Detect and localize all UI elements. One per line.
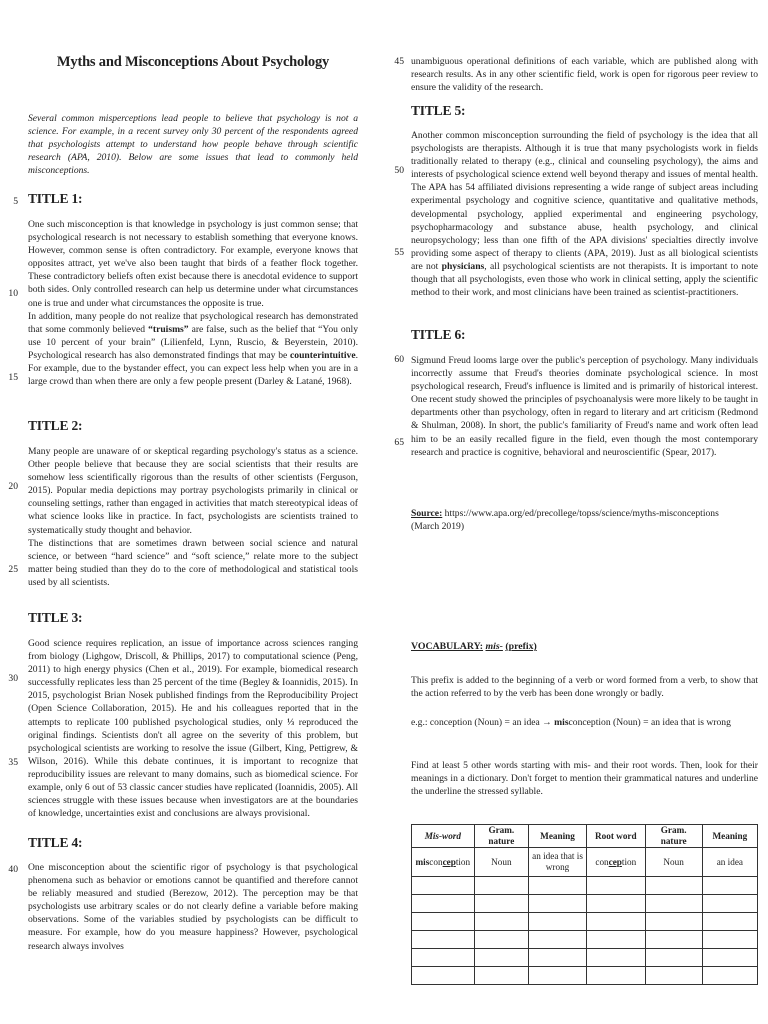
table-cell[interactable] bbox=[587, 949, 646, 967]
section-5-body bbox=[411, 129, 758, 299]
line-number: 30 bbox=[8, 673, 18, 684]
section-2-paragraph-1: Many people are unaware of or skeptical regarding psychology's status as a science. Other people believe that because they are social scientists that their results are somehow less scientifically rigorous than the results of other scientists (Ferguson, 2015). Popular media depictions may portray psychologists primarily in clinical or counseling settings, rather than engaged in activities that match stereotypical ideas of what science looks like in practice. In fact, psychologists are scientists trained to systematically study thought and behavior. bbox=[28, 446, 358, 536]
table-cell bbox=[412, 848, 475, 877]
text-run: e.g.: conception (Noun) = an idea bbox=[411, 717, 543, 728]
table-cell[interactable] bbox=[529, 931, 587, 949]
text-run: tion bbox=[455, 856, 471, 867]
header-label: Mis-word bbox=[424, 830, 461, 841]
stressed-syllable: cep bbox=[442, 856, 456, 867]
column-header bbox=[412, 825, 475, 848]
column-header: Meaning bbox=[529, 825, 587, 848]
table-cell[interactable] bbox=[412, 913, 475, 931]
table-cell[interactable] bbox=[412, 931, 475, 949]
table-cell: Noun bbox=[645, 848, 702, 877]
table-row bbox=[412, 949, 758, 967]
section-2-paragraph-2: The distinctions that are sometimes drawn between social science and natural science, or between “hard science” and “soft science,” relate more to the subject matter being studied than they do to the core of methodological and statistical tools used by all scientists. bbox=[28, 537, 358, 588]
source-label: Source: bbox=[411, 508, 443, 519]
vocabulary-heading bbox=[411, 641, 537, 652]
table-cell[interactable] bbox=[702, 967, 757, 985]
table-cell[interactable] bbox=[474, 949, 528, 967]
table-cell[interactable] bbox=[645, 967, 702, 985]
bold-prefix: mis bbox=[554, 717, 569, 728]
section-2-body bbox=[28, 445, 358, 589]
vocabulary-prefix: mis- bbox=[485, 641, 503, 652]
section-3-body bbox=[28, 637, 358, 820]
table-cell[interactable] bbox=[412, 895, 475, 913]
table-cell[interactable] bbox=[529, 877, 587, 895]
document-title: Myths and Misconceptions About Psychology bbox=[56, 54, 330, 70]
text-run: . For example, due to the bystander effect, you can expect less help when you are in a large crowd than when there are only a few people present (Darley & Latané, 1968). bbox=[28, 349, 358, 388]
table-cell[interactable] bbox=[474, 877, 528, 895]
table-cell[interactable] bbox=[702, 877, 757, 895]
table-cell[interactable] bbox=[587, 913, 646, 931]
text-run: mis bbox=[415, 856, 430, 867]
section-1-paragraph-1: One such misconception is that knowledge in psychology is just common sense; that psychological research is not necessary to establish something that everyone knows. However, common sense is often contradictory. For example, everyone knows that opposites attract, yet we've also been taught that birds of a feather flock together. These contradictory beliefs often exist because there is anecdotal evidence to support both sides. Only controlled research can help us determine under what circumstances one is true and under what circumstances the opposite is true. bbox=[28, 219, 358, 309]
line-number: 20 bbox=[8, 481, 18, 492]
source-url: https://www.apa.org/ed/precollege/topss/science/myths-misconceptions bbox=[442, 508, 719, 519]
table-row bbox=[412, 913, 758, 931]
section-6-paragraph-1: Sigmund Freud looms large over the public's perception of psychology. Many individuals incorrectly assume that Freud's theories dominate psychological science. In most psychological research, Freud's influence is limited and is primarily of historical interest. One recent study showed the principles of psychoanalysis were more likely to be taught in departments other than psychology, often in regard to literary and art criticism (Redmond & Shulman, 2008). In short, the public's familiarity of Freud's name and work often lead him to be an easily recalled figure in the field, even though the most contemporary research and practice is cognitive, behavioral and neuroscientific (Spear, 2017). bbox=[411, 355, 758, 458]
table-cell: Noun bbox=[474, 848, 528, 877]
table-cell[interactable] bbox=[702, 913, 757, 931]
table-cell[interactable] bbox=[645, 949, 702, 967]
bold-term: “truisms” bbox=[148, 323, 189, 335]
section-4-paragraph-continued: unambiguous operational definitions of each variable, which are published along with research results. As in any other scientific field, work is open for rigorous peer review to ensure the validity of the research. bbox=[411, 56, 758, 94]
section-title-3: TITLE 3: bbox=[28, 610, 83, 625]
table-cell[interactable] bbox=[412, 949, 475, 967]
line-number: 15 bbox=[8, 372, 18, 383]
table-cell[interactable] bbox=[702, 949, 757, 967]
section-title-6: TITLE 6: bbox=[411, 327, 466, 342]
vocabulary-example bbox=[411, 716, 758, 729]
table-cell[interactable] bbox=[529, 949, 587, 967]
section-4-paragraph-1: One misconception about the scientific rigor of psychology is that psychological phenomena such as behavior or emotions cannot be quantified and therefore cannot be reliably measured and studied (Berezow, 2012). The perception may be that psychologists use arbitrary scales or do not clearly define a variable before making observations. Some of the variables studied by psychologists can be difficult to measure. For example, how do you measure happiness? However, psychological research always involves bbox=[28, 862, 358, 952]
vocabulary-prefix-note: (prefix) bbox=[505, 641, 537, 652]
column-header: Meaning bbox=[702, 825, 757, 848]
source-citation bbox=[411, 508, 758, 533]
vocabulary-label: VOCABULARY: bbox=[411, 641, 484, 652]
source-date: (March 2019) bbox=[411, 520, 465, 532]
vocabulary-task: Find at least 5 other words starting with mis- and their root words. Then, look for their meanings in a dictionary. Don't forget to mention their grammatical natures and underline the underline the stressed syllable. bbox=[411, 760, 758, 798]
table-cell[interactable] bbox=[474, 913, 528, 931]
table-row bbox=[412, 931, 758, 949]
table-cell[interactable] bbox=[645, 913, 702, 931]
column-header: Root word bbox=[587, 825, 646, 848]
line-number: 5 bbox=[13, 196, 18, 207]
text-run: con bbox=[595, 856, 609, 867]
table-cell[interactable] bbox=[645, 877, 702, 895]
table-cell[interactable] bbox=[529, 913, 587, 931]
table-cell[interactable] bbox=[412, 877, 475, 895]
table-cell[interactable] bbox=[587, 967, 646, 985]
table-cell[interactable] bbox=[587, 877, 646, 895]
section-title-5: TITLE 5: bbox=[411, 103, 466, 118]
fraction: ⅓ bbox=[287, 716, 295, 728]
table-cell[interactable] bbox=[587, 895, 646, 913]
section-title-1: TITLE 1: bbox=[28, 191, 83, 206]
text-run: con bbox=[429, 856, 443, 867]
table-cell[interactable] bbox=[702, 895, 757, 913]
table-row bbox=[412, 848, 758, 877]
line-number: 35 bbox=[8, 757, 18, 768]
text-run: reproduced the original findings. Scientists don't all agree on the severity of this problem, but psychological scientists are working to resolve the issue (Gilbert, King, Pettigrew, & Wilson, 2016). While this debate continues, it is important to recognize that reproducibility issues are relevant to many domains, such as biomedical science. For example, only 6 out of 53 classic cancer studies have replicated (Ioannidis, 2005). All sciences struggle with these issues because when investigators are at the boundaries of knowledge, uncertainties exist and conclusions are always provisional. bbox=[28, 716, 358, 820]
table-cell: an idea bbox=[702, 848, 757, 877]
vocabulary-description: This prefix is added to the beginning of a verb or word formed from a verb, to show that the action referred to by the verb has been done wrongly or badly. bbox=[411, 675, 758, 700]
vocabulary-table bbox=[411, 824, 758, 985]
table-cell[interactable] bbox=[474, 967, 528, 985]
table-cell[interactable] bbox=[645, 895, 702, 913]
column-header: Gram. nature bbox=[474, 825, 528, 848]
text-run: In addition, many people do not realize that psychological research has demonstrated that some commonly believed bbox=[28, 310, 358, 335]
table-cell[interactable] bbox=[529, 967, 587, 985]
line-number: 60 bbox=[394, 354, 404, 365]
table-row bbox=[412, 877, 758, 895]
line-number: 45 bbox=[394, 56, 404, 67]
line-number: 10 bbox=[8, 288, 18, 299]
section-title-4: TITLE 4: bbox=[28, 835, 83, 850]
line-number: 55 bbox=[394, 247, 404, 258]
section-3-paragraph-1 bbox=[28, 637, 358, 820]
line-number: 40 bbox=[8, 864, 18, 875]
intro-paragraph: Several common misperceptions lead people to believe that psychology is not a science. For example, in a recent survey only 30 percent of the respondents agreed that psychologists attempt to understand how people behave through scientific research (APA, 2010). Below are some issues that lead to commonly held misconceptions. bbox=[28, 113, 358, 176]
section-1-paragraph-2 bbox=[28, 310, 358, 389]
text-run: , all psychological scientists are not therapists. It is important to note though that all psychologists, even those who work in clinical setting, apply the scientific method to their work, and most clinicians have been trained as scientist-practitioners. bbox=[411, 260, 758, 299]
text-run: tion bbox=[621, 856, 637, 867]
line-number: 25 bbox=[8, 564, 18, 575]
table-cell[interactable] bbox=[587, 931, 646, 949]
section-5-paragraph-1 bbox=[411, 129, 758, 299]
table-row bbox=[412, 967, 758, 985]
column-header: Gram. nature bbox=[645, 825, 702, 848]
table-cell[interactable] bbox=[702, 931, 757, 949]
bold-term: counterintuitive bbox=[290, 349, 356, 361]
arrow-icon: → bbox=[542, 717, 552, 728]
table-cell bbox=[587, 848, 646, 877]
line-number: 65 bbox=[394, 437, 404, 448]
table-cell[interactable] bbox=[529, 895, 587, 913]
text-run: Another common misconception surrounding the field of psychology is the idea that all psychologists are therapists. Although it is true that many psychologists work in fields traditionally related to therapy (e.g., clinical and counseling psychology), the aims and interests of psychological science extend well beyond therapy and issues of mental health. The APA has 54 affiliated divisions representing a wide range of subject areas including experimental psychology and cognitive science, quantitative and qualitative methods, developmental psychology, applied experimental and engineering psychology, psychopharmacology and substance abuse, health psychology, and clinical neuropsychology; less than one fifth of the APA divisions' specialties directly involve providing some aspect of therapy to clients (APA, 2019). Just as all biological scientists are not bbox=[411, 130, 758, 272]
text-run: conception (Noun) = an idea that is wrong bbox=[568, 717, 731, 728]
section-title-2: TITLE 2: bbox=[28, 418, 83, 433]
text-run: Good science requires replication, an issue of importance across sciences ranging from biology (Lighgow, Driscoll, & Phillips, 2017) to computational science (Peng, 2011) to high energy physics (Chen et al., 2019). For example, biomedical research successfully replicates less than 25 percent of the time (Begley & Ioannidis, 2015). In 2015, psychologist Brian Nosek published findings from the Reproducibility Project (Open Science Collaboration, 2015). He and his colleagues reported that in the attempts to replicate 100 published psychological studies, only bbox=[28, 638, 358, 728]
table-header-row bbox=[412, 825, 758, 848]
table-cell[interactable] bbox=[474, 895, 528, 913]
table-cell[interactable] bbox=[474, 931, 528, 949]
stressed-syllable: cep bbox=[608, 856, 622, 867]
table-cell[interactable] bbox=[645, 931, 702, 949]
table-cell[interactable] bbox=[412, 967, 475, 985]
text-run: are false, such as the belief that “You only use 10 percent of your brain” (Lilienfeld, Lynn, Ruscio, & Beyerstein, 2010). Psychological research has also demonstrated findings that may be bbox=[28, 323, 358, 361]
bold-term: physicians bbox=[441, 260, 485, 272]
table-row bbox=[412, 895, 758, 913]
table-cell: an idea that is wrong bbox=[529, 848, 587, 877]
section-1-body bbox=[28, 218, 358, 388]
line-number: 50 bbox=[394, 165, 404, 176]
